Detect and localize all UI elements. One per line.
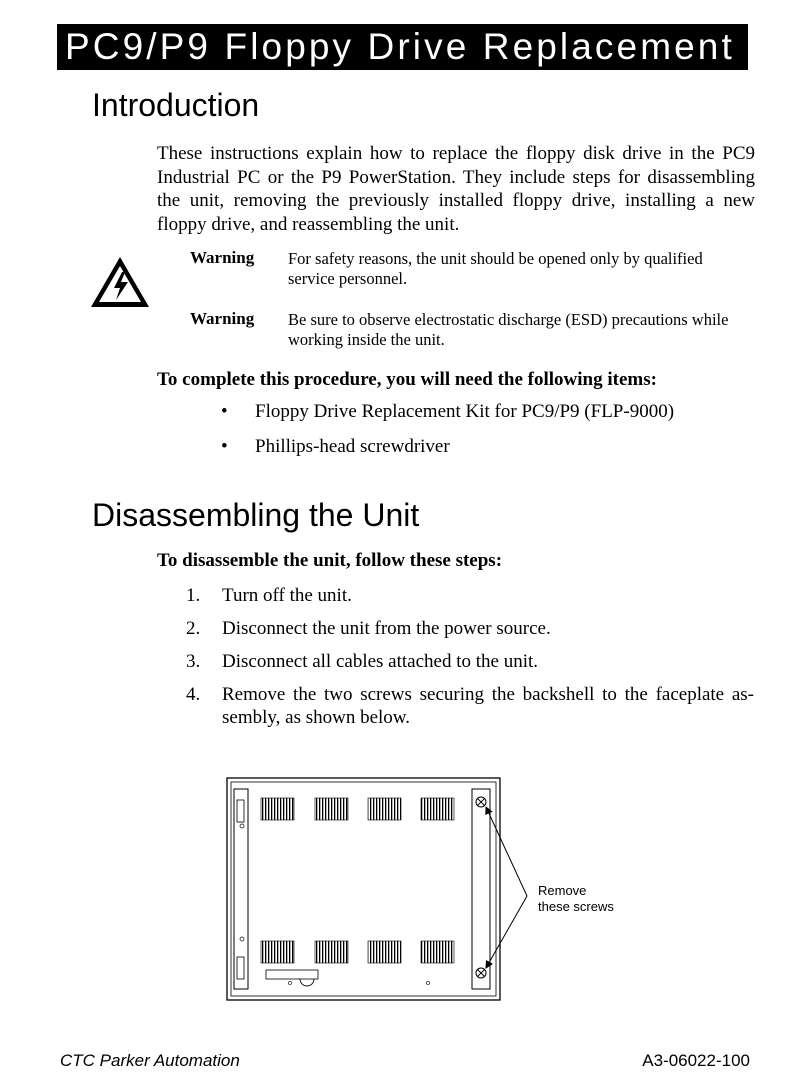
- steps-lead: To disassemble the unit, follow these steps:: [157, 550, 503, 571]
- vent-block: [261, 798, 294, 820]
- step-number: 1.: [186, 585, 201, 606]
- step-text: Disconnect the unit from the power source.: [222, 618, 551, 639]
- step-text: Remove the two screws securing the backshell to the faceplate assembly, as shown below.: [222, 684, 754, 728]
- disassembling-heading: Disassembling the Unit: [92, 497, 420, 533]
- high-voltage-warning-icon: [88, 254, 152, 310]
- vent-block: [315, 798, 348, 820]
- warning-label-1: Warning: [190, 248, 255, 267]
- bullet-icon: •: [221, 436, 228, 457]
- callout-label-line1: Remove: [538, 883, 587, 898]
- introduction-paragraph: These instructions explain how to replace the floppy disk drive in the PC9 Industrial PC or the P9 PowerStation. They include steps for disassembling the unit, removing the previously installed floppy drive, installing a new floppy drive, and reassembling the unit.: [157, 143, 755, 235]
- footer-doc-number: A3-06022-100: [642, 1051, 750, 1070]
- screw-top: [476, 797, 486, 807]
- vent-block: [315, 941, 348, 963]
- list-item-text: Phillips-head screwdriver: [255, 436, 450, 457]
- introduction-heading: Introduction: [92, 87, 260, 123]
- warning-text-2: Be sure to observe electrostatic discharge (ESD) precautions while working inside the unit.: [288, 310, 729, 349]
- screw-bottom: [476, 968, 486, 978]
- callout-label-line2: these screws: [538, 899, 614, 914]
- warning-label-2: Warning: [190, 309, 255, 328]
- warning-text-1: For safety reasons, the unit should be opened only by qualified service personnel.: [288, 249, 703, 288]
- step-text: Disconnect all cables attached to the unit.: [222, 651, 539, 672]
- list-item-text: Floppy Drive Replacement Kit for PC9/P9 (FLP-9000): [255, 401, 675, 422]
- vent-block: [261, 941, 294, 963]
- step-number: 2.: [186, 618, 201, 639]
- vent-block: [421, 941, 454, 963]
- vent-block: [421, 798, 454, 820]
- page-title: PC9/P9 Floppy Drive Replacement: [57, 24, 748, 70]
- step-text: Turn off the unit.: [222, 585, 352, 606]
- step-number: 4.: [186, 684, 201, 705]
- bullet-icon: •: [221, 401, 228, 422]
- step-number: 3.: [186, 651, 201, 672]
- vent-block: [368, 798, 401, 820]
- backshell-diagram: [220, 774, 630, 1004]
- vent-block: [368, 941, 401, 963]
- footer-company: CTC Parker Automation: [60, 1051, 240, 1070]
- items-lead: To complete this procedure, you will need the following items:: [157, 369, 657, 390]
